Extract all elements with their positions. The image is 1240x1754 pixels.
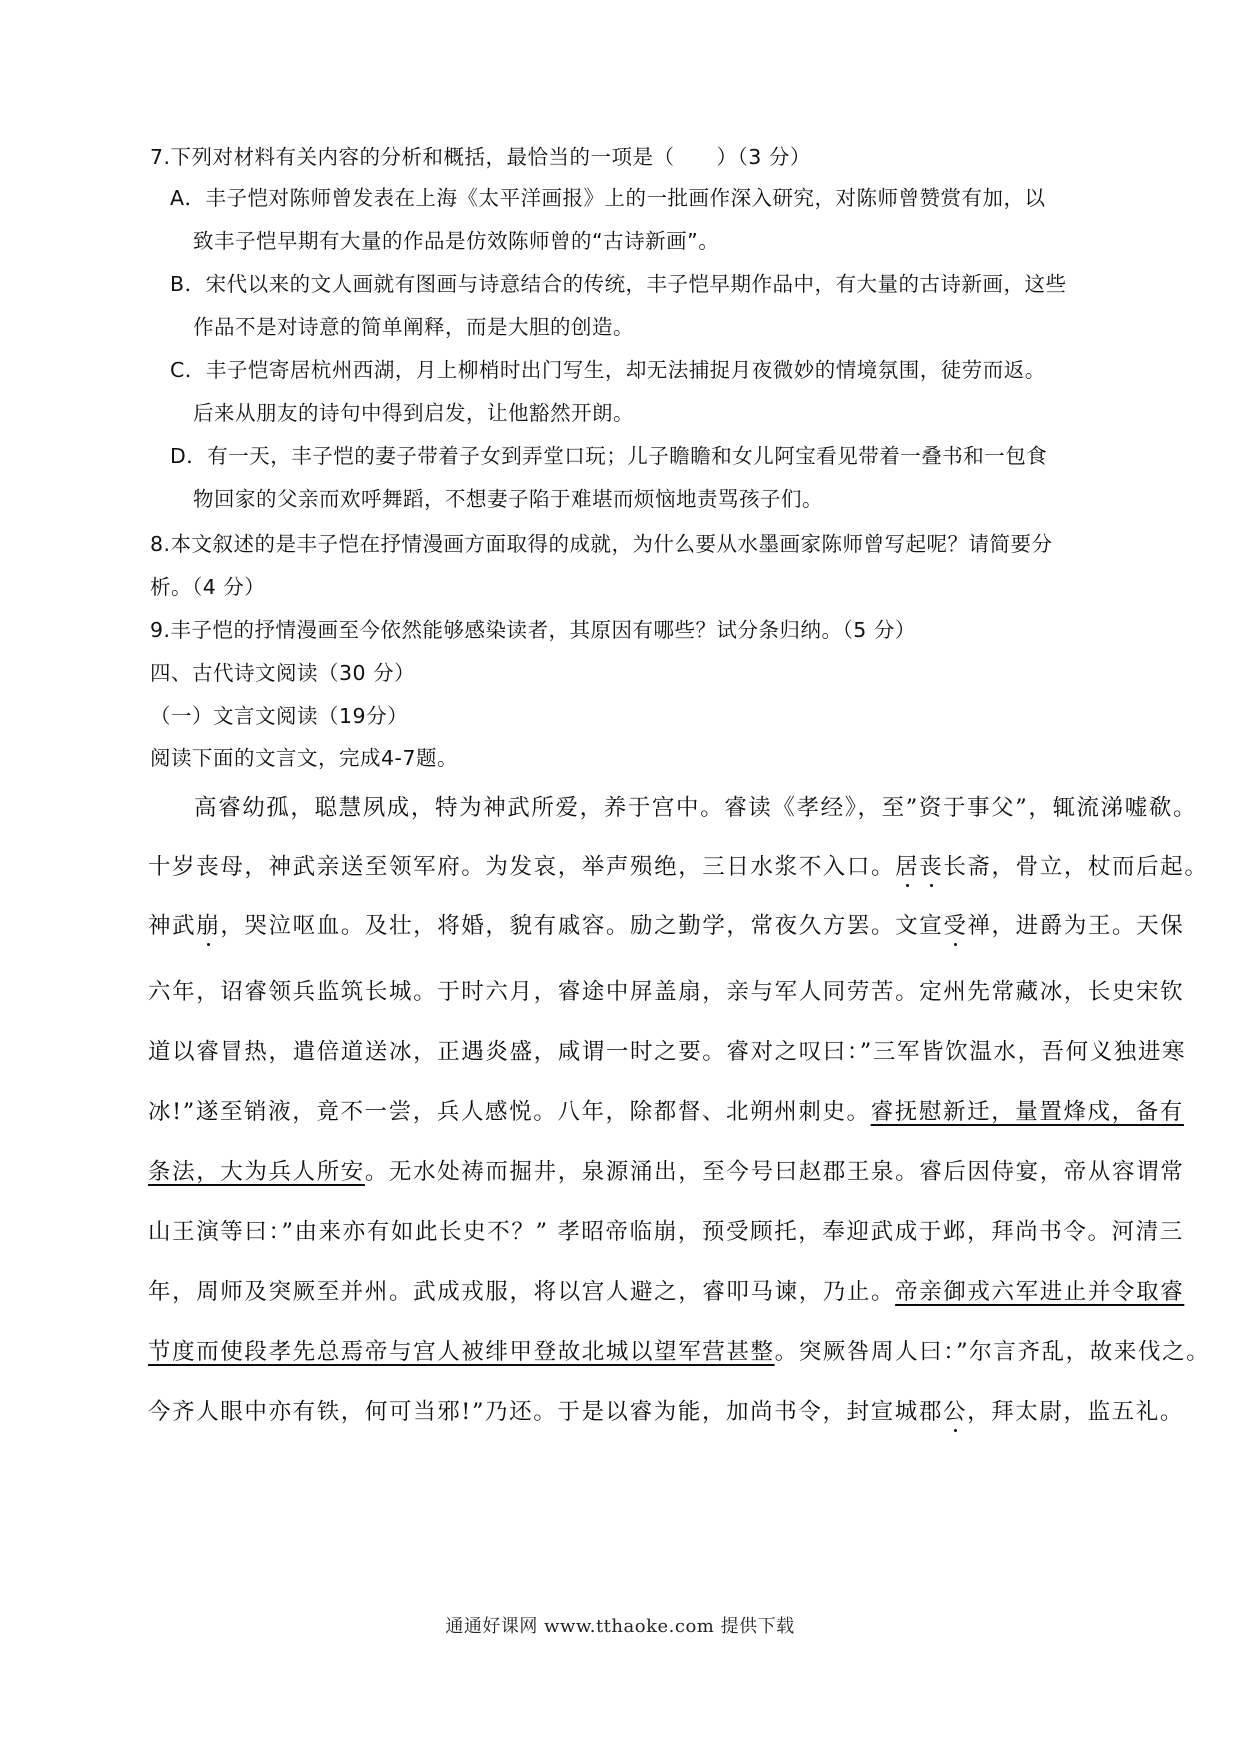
question-7-option-d-line-1: D．有一天，丰子恺的妻子带着子女到弄堂口玩；儿子瞻瞻和女儿阿宝看见带着一叠书和一包食 (170, 444, 1048, 468)
passage-line-10: 节度而使段孝先总焉帝与宫人被绯甲登故北城以望军营甚整。突厥咎周人曰：”尔言齐乱，故来伐之。 (148, 1339, 1211, 1365)
passage-line-6: 冰!”遂至销液，竟不一尝，兵人感悦。八年，除都督、北朔州刺史。睿抚慰新迁，量置烽戍，备有 (148, 1099, 1184, 1125)
underlined-sentence: 条法，大为兵人所安 (148, 1159, 365, 1185)
reading-instruction: 阅读下面的文言文，完成4-7题。 (150, 746, 458, 770)
underlined-sentence: 帝亲御戎六军进止并令取睿 (895, 1279, 1185, 1305)
passage-line-7: 条法，大为兵人所安。无水处祷而掘井，泉源涌出，至今号曰赵郡王泉。睿后因侍宴，帝从容谓常 (148, 1159, 1185, 1185)
passage-line-1: 高睿幼孤，聪慧夙成，特为神武所爱，养于宫中。睿读《孝经》，至”资于事父”，辄流涕嘘欷。 (194, 795, 1198, 821)
page-footer: 通通好课网 www.tthaoke.com 提供下载 (445, 1616, 795, 1637)
passage-line-8: 山王演等曰：”由来亦有如此长史不？” 孝昭帝临崩，预受顾托，奉迎武成于邺，拜尚书令。河清三 (148, 1219, 1184, 1245)
question-7-option-c-line-2: 后来从朋友的诗句中得到启发，让他豁然开朗。 (193, 401, 634, 425)
passage-line-2: 十岁丧母，神武亲送至领军府。为发哀，举声殒绝，三日水浆不入口。居丧长斋，骨立，杖而后起。 (148, 854, 1209, 880)
question-7-stem: 7.下列对材料有关内容的分析和概括，最恰当的一项是（ ）（3 分） (150, 145, 811, 169)
emphasis-dot: 公 (942, 1399, 968, 1425)
underlined-sentence: 节度而使段孝先总焉帝与宫人被绯甲登故北城以望军营甚整 (148, 1339, 775, 1365)
passage-line-5: 道以睿冒热，遣倍道送冰，正遇炎盛，咸谓一时之要。睿对之叹曰：”三军皆饮温水，吾何义独进寒 (148, 1039, 1187, 1065)
question-7-option-c-line-1: C．丰子恺寄居杭州西湖，月上柳梢时出门写生，却无法捕捉月夜微妙的情境氛围，徒劳而返。 (170, 358, 1046, 382)
subsection-heading: （一）文言文阅读（19分） (150, 704, 409, 728)
passage-line-9: 年，周师及突厥至并州。武成戎服，将以宫人避之，睿叩马谏，乃止。帝亲御戎六军进止并令取睿 (148, 1279, 1185, 1305)
question-8-line-2: 析。（4 分） (150, 575, 266, 599)
emphasis-dot: 崩 (196, 913, 221, 939)
passage-line-3: 神武崩，哭泣呕血。及壮，将婚，貌有戚容。励之勤学，常夜久方罢。文宣受禅，进爵为王。天保 (148, 913, 1185, 939)
emphasis-dot: 居 (895, 854, 920, 880)
question-7-option-d-line-2: 物回家的父亲而欢呼舞蹈，不想妻子陷于难堪而烦恼地责骂孩子们。 (193, 487, 823, 511)
underlined-sentence: 睿抚慰新迁，量置烽戍，备有 (870, 1099, 1184, 1125)
question-7-option-b-line-1: B．宋代以来的文人画就有图画与诗意结合的传统，丰子恺早期作品中，有大量的古诗新画，这些 (170, 272, 1067, 296)
question-7-option-a-line-2: 致丰子恺早期有大量的作品是仿效陈师曾的“古诗新画”。 (193, 229, 720, 253)
emphasis-dot: 丧 (919, 854, 944, 880)
question-7-option-a-line-1: A．丰子恺对陈师曾发表在上海《太平洋画报》上的一批画作深入研究，对陈师曾赞赏有加，以 (170, 186, 1046, 210)
section-heading: 四、古代诗文阅读（30 分） (150, 661, 416, 685)
question-8-line-1: 8.本文叙述的是丰子恺在抒情漫画方面取得的成就，为什么要从水墨画家陈师曾写起呢？请简要分 (150, 532, 1053, 556)
passage-line-4: 六年，诏睿领兵监筑长城。于时六月，睿途中屏盖扇，亲与军人同劳苦。定州先常藏冰，长史宋钦 (148, 979, 1185, 1005)
question-7-option-b-line-2: 作品不是对诗意的简单阐释，而是大胆的创造。 (193, 315, 634, 339)
question-9: 9.丰子恺的抒情漫画至今依然能够感染读者，其原因有哪些？试分条归纳。（5 分） (150, 618, 916, 642)
emphasis-dot: 受 (943, 913, 968, 939)
passage-line-11: 今齐人眼中亦有铁，何可当邪!”乃还。于是以睿为能，加尚书令，封宣城郡公，拜太尉，监五礼。 (148, 1399, 1184, 1425)
